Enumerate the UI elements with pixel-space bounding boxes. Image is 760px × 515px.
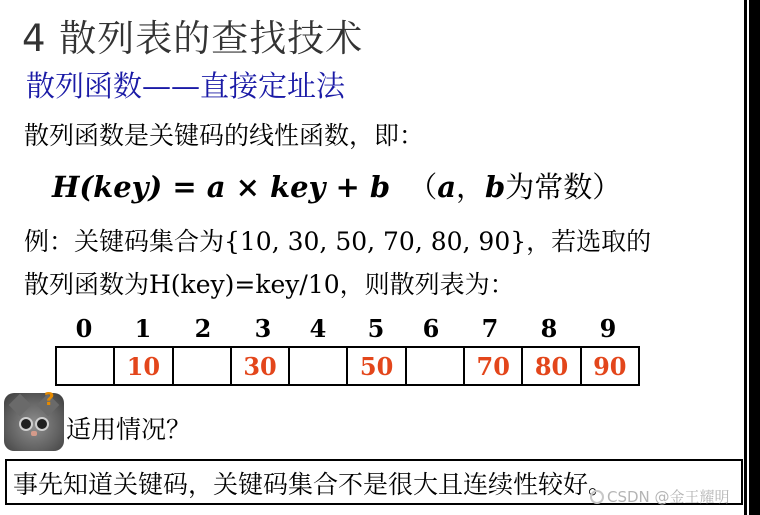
table-index: 5	[367, 314, 385, 343]
hash-cell: 30	[232, 348, 290, 384]
formula	[52, 165, 621, 206]
question-text: 适用情况？	[66, 415, 192, 444]
example-line-2: 散列函数为H(key)=key/10，则散列表为：	[24, 270, 515, 299]
table-index: 6	[422, 314, 440, 343]
hash-cell: 90	[593, 351, 627, 381]
window-edge	[744, 0, 760, 515]
table-index: 0	[75, 314, 93, 343]
table-index: 2	[194, 314, 212, 343]
hash-cell: 50	[348, 348, 406, 384]
hash-cell	[174, 348, 232, 384]
hash-cell	[57, 348, 115, 384]
answer-text: 事先知道关键码，关键码集合不是很大且连续性较好。	[13, 470, 614, 499]
table-index: 9	[599, 314, 617, 343]
example-line-1: 例：关键码集合为{10, 30, 50, 70, 80, 90}，若选取的	[24, 227, 652, 256]
formula-main: H(key) = a × key + b	[52, 170, 391, 204]
cat-avatar-icon	[4, 393, 64, 451]
formula-note-a: a	[437, 170, 456, 204]
table-index: 3	[254, 314, 272, 343]
table-index: 1	[134, 314, 152, 343]
hash-cell: 80	[523, 348, 581, 384]
hash-cell	[290, 348, 348, 384]
table-index: 4	[309, 314, 327, 343]
slide-title: 4 散列表的查找技术	[22, 17, 364, 60]
formula-note-open: （	[408, 170, 438, 204]
table-index: 8	[540, 314, 558, 343]
formula-note-b: b	[485, 170, 506, 204]
table-index: 7	[481, 314, 499, 343]
formula-note-text: 为常数）	[505, 170, 622, 204]
hash-cell	[407, 348, 465, 384]
hash-table	[55, 346, 640, 386]
slide-subtitle: 散列函数——直接定址法	[26, 69, 346, 103]
intro-text: 散列函数是关键码的线性函数，即：	[24, 121, 425, 150]
question-mark-icon: ?	[44, 389, 55, 410]
watermark	[590, 486, 730, 507]
csdn-logo-icon	[590, 490, 604, 504]
watermark-text: CSDN @金王耀明	[607, 488, 730, 506]
formula-note-sep: ，	[456, 170, 486, 204]
hash-cell: 10	[115, 348, 173, 384]
hash-cell: 70	[465, 348, 523, 384]
